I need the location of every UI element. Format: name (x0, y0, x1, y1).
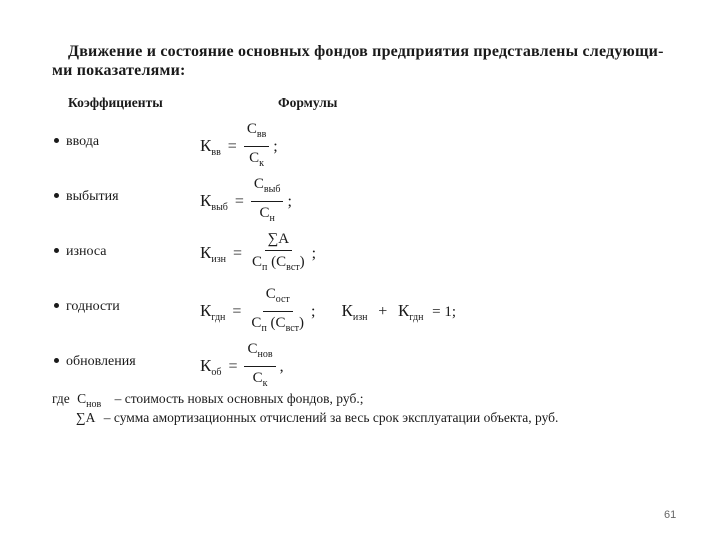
note-text: – стоимость новых основных фондов, руб.; (114, 391, 364, 406)
coefficient-row-wear (54, 244, 106, 260)
equals-sign: = (233, 244, 243, 262)
equals-sign: = (227, 137, 237, 155)
page-number: 61 (664, 509, 677, 521)
intro-line-2: ми показателями: (52, 62, 186, 79)
formula-sum-identity: $К_{изн} + К_{гдн} = 1$; (341, 300, 457, 323)
fraction-numerator: $С_{вв}$ (244, 119, 269, 147)
formula-fraction (244, 119, 269, 174)
note-line-2 (76, 410, 558, 426)
coefficient-label: обновления (66, 354, 136, 369)
coefficient-row-fitness (54, 299, 120, 315)
bullet-icon (54, 248, 59, 253)
coefficient-label: выбытия (66, 189, 119, 204)
fraction-numerator: ∑А (265, 229, 293, 251)
coefficient-label: ввода (66, 134, 100, 149)
note-text: – сумма амортизационных отчислений за весь срок эксплуатации объекта, руб. (103, 410, 559, 425)
formula-retirement (200, 174, 292, 229)
formula-fraction (248, 284, 307, 339)
equals-sign: = (232, 302, 242, 320)
bullet-icon (54, 138, 59, 143)
coefficient-row-renewal (54, 354, 136, 370)
formula-lhs: $К_{об}$ (200, 355, 222, 378)
fraction-numerator: $С_{нов}$ (244, 339, 275, 367)
column-header-formulas: Формулы (278, 95, 338, 110)
coefficient-row-retirement (54, 189, 119, 205)
fraction-numerator: $С_{выб}$ (251, 174, 284, 202)
formula-lhs: $К_{выб}$ (200, 190, 228, 213)
formula-input (200, 119, 278, 174)
formula-fraction (249, 229, 308, 278)
intro-line-1: Движение и состояние основных фондов предприятия представлены следующи- (68, 43, 664, 60)
equals-sign: = (228, 357, 238, 375)
note-symbol: $С_{нов}$ (77, 391, 102, 410)
fraction-denominator: $С_к$ (252, 370, 268, 389)
formula-fraction (251, 174, 284, 229)
coefficient-label: годности (66, 299, 120, 314)
formula-lhs: $К_{изн}$ (200, 242, 226, 265)
fraction-denominator: $С_п$ $(С_{вст})$ (251, 315, 305, 334)
formula-punctuation: ; (311, 302, 316, 320)
formula-renewal (200, 339, 284, 394)
fraction-denominator: $С_н$ (259, 205, 275, 224)
formula-fraction (244, 339, 275, 394)
note-symbol: ∑А (76, 410, 96, 425)
formula-wear (200, 229, 316, 278)
equals-sign: = (234, 192, 244, 210)
note-line-1 (52, 391, 363, 410)
formula-punctuation: ; (287, 192, 292, 210)
column-header-coefficients: Коэффициенты (68, 95, 163, 110)
bullet-icon (54, 193, 59, 198)
bullet-icon (54, 303, 59, 308)
formula-lhs: $К_{гдн}$ (200, 300, 226, 323)
bullet-icon (54, 358, 59, 363)
formula-punctuation: ; (311, 244, 317, 262)
formula-punctuation: ; (273, 137, 278, 155)
fraction-denominator: $С_п$ $(С_{вст})$ (252, 254, 305, 273)
formula-fitness (200, 284, 456, 339)
coefficient-label: износа (66, 244, 107, 259)
fraction-denominator: $С_к$ (249, 150, 264, 169)
formula-punctuation: , (279, 357, 284, 375)
note-where: где (52, 391, 70, 406)
fraction-numerator: $С_{ост}$ (263, 284, 293, 312)
formula-lhs: $К_{вв}$ (200, 135, 221, 158)
coefficient-row-input (54, 134, 99, 150)
